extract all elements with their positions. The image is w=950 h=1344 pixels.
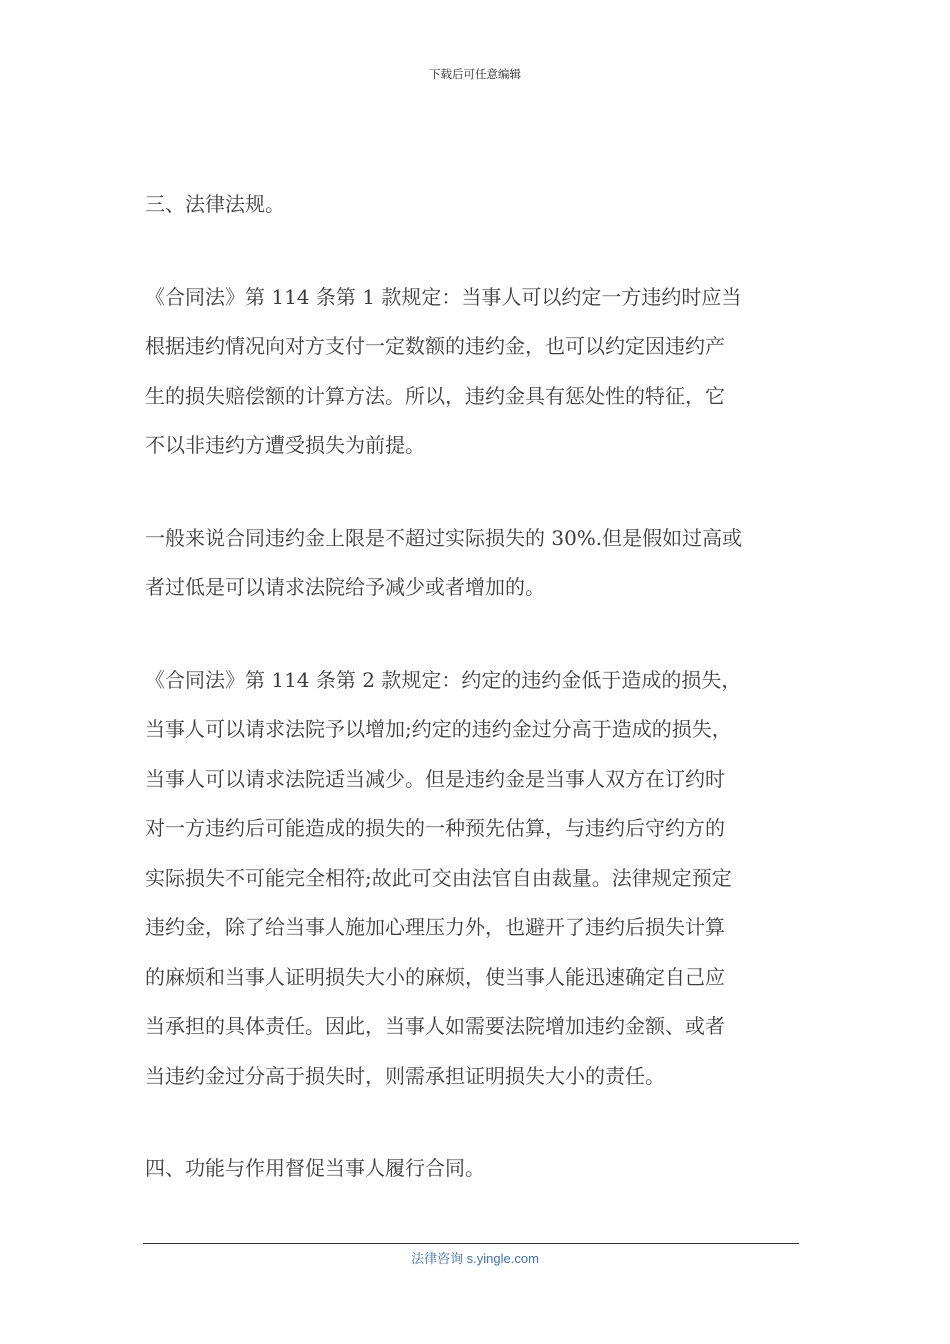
text-line: 对一方违约后可能造成的损失的一种预先估算，与违约后守约方的 <box>145 816 725 840</box>
text-line: 《合同法》第 114 条第 1 款规定：当事人可以约定一方违约时应当 <box>145 284 742 309</box>
paragraph-article-114-2 <box>145 656 810 1102</box>
text-line: 实际损失不可能完全相符;故此可交由法官自由裁量。法律规定预定 <box>145 865 732 890</box>
paragraph-gap <box>145 471 810 514</box>
footer-divider <box>143 1243 799 1244</box>
text-line: 当事人可以请求法院适当减少。但是违约金是当事人双方在订约时 <box>145 766 725 791</box>
text-line: 当事人可以请求法院予以增加;约定的违约金过分高于造成的损失， <box>145 717 732 741</box>
text-line: 四、功能与作用督促当事人履行合同。 <box>145 1156 485 1180</box>
paragraph-gap <box>145 1101 810 1144</box>
text-line: 生的损失赔偿额的计算方法。所以，违约金具有惩处性的特征，它 <box>145 383 725 408</box>
footer-link[interactable]: 法律咨询 s.yingle.com <box>411 1251 539 1266</box>
text-line: 三、法律法规。 <box>145 192 285 216</box>
text-line: 不以非违约方遭受损失为前提。 <box>145 433 425 457</box>
paragraph-gap <box>145 230 810 273</box>
section-heading-function <box>145 1144 810 1194</box>
text-line: 违约金，除了给当事人施加心理压力外，也避开了违约后损失计算 <box>145 915 725 939</box>
paragraph-gap <box>145 613 810 656</box>
text-line: 当承担的具体责任。因此，当事人如需要法院增加违约金额、或者 <box>145 1014 725 1038</box>
text-line: 一般来说合同违约金上限是不超过实际损失的 30%.但是假如过高或 <box>145 525 743 550</box>
text-line: 根据违约情况向对方支付一定数额的违约金，也可以约定因违约产 <box>145 334 725 358</box>
text-line: 的麻烦和当事人证明损失大小的麻烦，使当事人能迅速确定自己应 <box>145 964 725 989</box>
document-body <box>145 180 810 1194</box>
text-line: 当违约金过分高于损失时，则需承担证明损失大小的责任。 <box>145 1063 665 1088</box>
section-heading-laws <box>145 180 810 230</box>
text-line: 《合同法》第 114 条第 2 款规定：约定的违约金低于造成的损失， <box>145 667 742 692</box>
page-header-note: 下载后可任意编辑 <box>429 67 521 81</box>
text-line: 者过低是可以请求法院给予减少或者增加的。 <box>145 575 545 599</box>
paragraph-article-114-1 <box>145 273 810 471</box>
paragraph-penalty-limit <box>145 514 810 613</box>
